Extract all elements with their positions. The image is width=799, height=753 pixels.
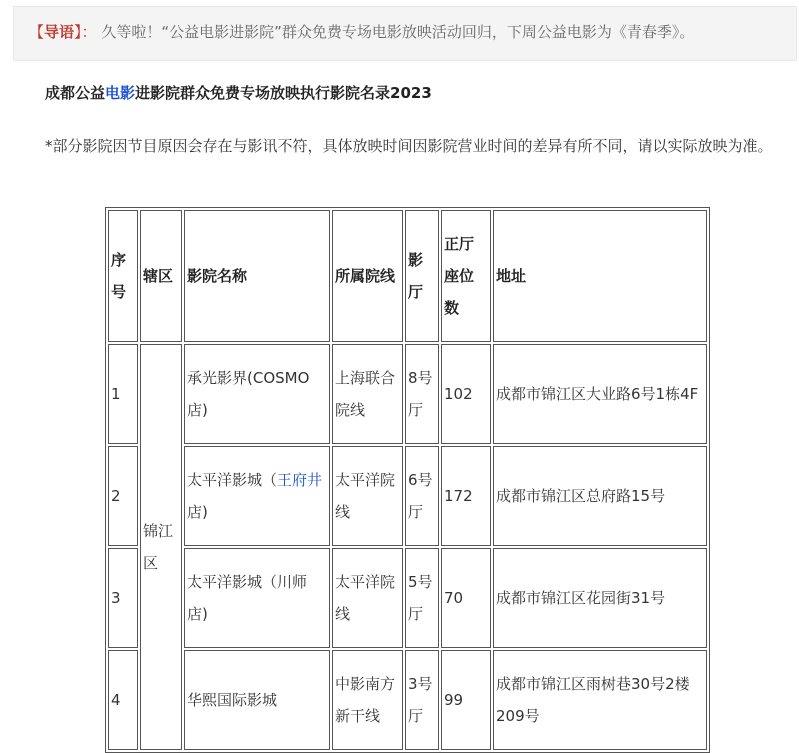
intro-banner [13, 6, 797, 61]
cell-name-link[interactable]: 王府井 [277, 471, 323, 489]
header-hall: 影厅 [405, 210, 439, 342]
header-address: 地址 [493, 210, 707, 342]
cell-name: 太平洋影城（川师店) [184, 548, 330, 648]
cell-hall: 8号厅 [405, 344, 439, 444]
header-seq: 序号 [108, 210, 138, 342]
cell-seq: 3 [108, 548, 138, 648]
cell-chain: 上海联合院线 [332, 344, 403, 444]
cell-hall: 5号厅 [405, 548, 439, 648]
table-row [108, 446, 707, 546]
table-row [108, 548, 707, 648]
cell-hall: 6号厅 [405, 446, 439, 546]
cell-chain: 中影南方新干线 [332, 650, 403, 750]
intro-text: 久等啦！“公益电影进影院”群众免费专场电影放映活动回归，下周公益电影为《青春季》。 [101, 23, 695, 41]
table-row [108, 344, 707, 444]
cell-seq: 1 [108, 344, 138, 444]
cell-address: 成都市锦江区总府路15号 [493, 446, 707, 546]
cell-address: 成都市锦江区花园街31号 [493, 548, 707, 648]
cell-address: 成都市锦江区大业路6号1栋4F [493, 344, 707, 444]
cell-chain: 太平洋院线 [332, 446, 403, 546]
cell-address: 成都市锦江区雨树巷30号2楼209号 [493, 650, 707, 750]
cell-district: 锦江区 [140, 344, 182, 750]
header-seats: 正厅座位数 [441, 210, 491, 342]
notice-paragraph: *部分影院因节目原因会存在与影讯不符，具体放映时间因影院营业时间的差异有所不同，请以实际放映为准。 [45, 137, 773, 155]
cell-seats: 102 [441, 344, 491, 444]
cinema-table [105, 207, 710, 753]
cell-name: 承光影界(COSMO店) [184, 344, 330, 444]
title-link-movie[interactable]: 电影 [105, 84, 136, 102]
page-title: 成都公益电影进影院群众免费专场放映执行影院名录2023 [45, 84, 432, 102]
table-header-row [108, 210, 707, 342]
cell-seq: 4 [108, 650, 138, 750]
cell-seats: 172 [441, 446, 491, 546]
cell-seats: 99 [441, 650, 491, 750]
cell-name: 太平洋影城（王府井店) [184, 446, 330, 546]
header-name: 影院名称 [184, 210, 330, 342]
cell-name: 华熙国际影城 [184, 650, 330, 750]
header-district: 辖区 [140, 210, 182, 342]
table-row [108, 650, 707, 750]
cell-seats: 70 [441, 548, 491, 648]
cell-seq: 2 [108, 446, 138, 546]
cell-hall: 3号厅 [405, 650, 439, 750]
cell-chain: 太平洋院线 [332, 548, 403, 648]
header-chain: 所属院线 [332, 210, 403, 342]
intro-tag: 【导语】： [29, 23, 97, 41]
